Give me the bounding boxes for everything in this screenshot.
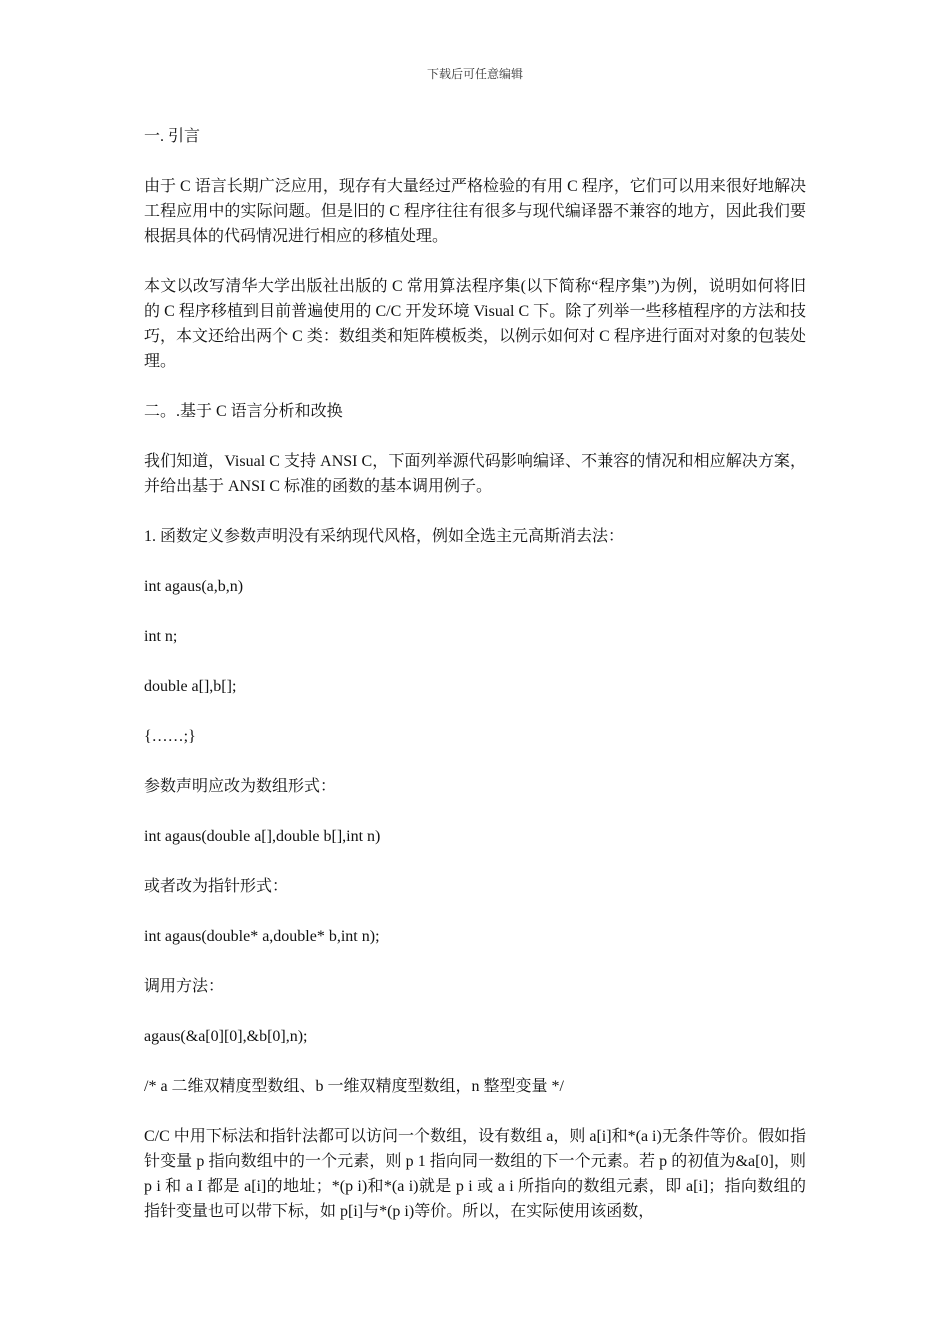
code-line: int agaus(double* a,double* b,int n);	[144, 928, 380, 945]
paragraph: C/C 中用下标法和指针法都可以访问一个数组，设有数组 a，则 a[i]和*(a i)无条件等价。假如指针变量 p 指向数组中的一个元素，则 p 1 指向同一数组的下一个元素。若 p 的初值为&a[0]，则 p i 和 a I 都是 a[i]的地址；*(p i)和*(a i)就是 p i 或 a i 所指向的数组元素，即 a[i]；指向数组的指针变量也可以带下标，如 p[i]与*(p i)等价。所以，在实际使用该函数，	[144, 1128, 806, 1220]
paragraph: 或者改为指针形式：	[144, 878, 289, 895]
code-line: double a[],b[];	[144, 678, 237, 695]
document-body	[144, 124, 806, 1249]
list-item: 1. 函数定义参数声明没有采纳现代风格，例如全选主元高斯消去法：	[144, 528, 625, 545]
code-line: agaus(&a[0][0],&b[0],n);	[144, 1028, 308, 1045]
paragraph: 我们知道，Visual C 支持 ANSI C，下面列举源代码影响编译、不兼容的情况和相应解决方案，并给出基于 ANSI C 标准的函数的基本调用例子。	[144, 453, 806, 495]
section-heading-introduction: 一. 引言	[144, 128, 201, 145]
paragraph: 参数声明应改为数组形式：	[144, 778, 337, 795]
paragraph: 本文以改写清华大学出版社出版的 C 常用算法程序集(以下简称“程序集”)为例，说明如何将旧的 C 程序移植到目前普遍使用的 C/C 开发环境 Visual C 下。除了列举一些移植程序的方法和技巧，本文还给出两个 C 类：数组类和矩阵模板类，以例示如何对 C 程序进行面对对象的包装处理。	[144, 278, 806, 370]
code-line: {……;}	[144, 728, 196, 745]
code-line: int agaus(double a[],double b[],int n)	[144, 828, 381, 845]
code-line: int n;	[144, 628, 178, 645]
page-header: 下载后可任意编辑	[426, 67, 523, 81]
section-heading-analysis: 二。.基于 C 语言分析和改换	[144, 403, 343, 420]
paragraph: 调用方法：	[144, 978, 225, 995]
paragraph: 由于 C 语言长期广泛应用，现存有大量经过严格检验的有用 C 程序，它们可以用来很好地解决工程应用中的实际问题。但是旧的 C 程序往往有很多与现代编译器不兼容的地方，因此我们要根据具体的代码情况进行相应的移植处理。	[144, 178, 806, 245]
code-comment: /* a 二维双精度型数组、b 一维双精度型数组，n 整型变量 */	[144, 1078, 564, 1095]
code-line: int agaus(a,b,n)	[144, 578, 244, 595]
